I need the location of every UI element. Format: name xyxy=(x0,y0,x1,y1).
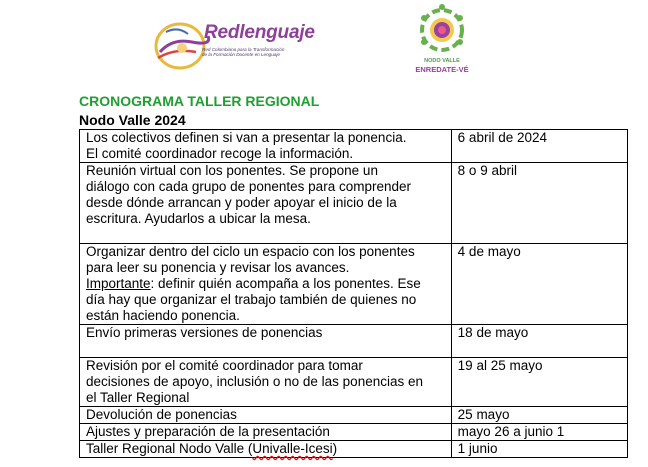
date-cell: 8 o 9 abril xyxy=(451,163,627,244)
nodo-valle-label: NODO VALLE xyxy=(424,58,460,64)
spellcheck-marked-text: Univalle-Icesi xyxy=(252,441,333,456)
important-label: Importante xyxy=(86,276,151,291)
table-row xyxy=(80,441,628,458)
activity-cell: Reunión virtual con los ponentes. Se propone un diálogo con cada grupo de ponentes para comprender desde dónde arrancan y poder apoyar el inicio de la escritura. Ayudarlos a ubicar la mesa. xyxy=(80,163,452,244)
table-row xyxy=(80,325,628,358)
table-row xyxy=(80,130,628,163)
redlenguaje-logo xyxy=(152,18,322,74)
nodo-valle-logo xyxy=(410,0,474,80)
table-row xyxy=(80,407,628,424)
date-cell: 1 junio xyxy=(451,441,627,458)
document-subtitle: Nodo Valle 2024 xyxy=(79,112,186,128)
activity-cell: Devolución de ponencias xyxy=(80,407,452,424)
redlenguaje-swirl-icon xyxy=(152,18,212,74)
activity-cell: Ajustes y preparación de la presentación xyxy=(80,424,452,441)
table-row xyxy=(80,163,628,244)
date-cell: 25 mayo xyxy=(451,407,627,424)
table-row xyxy=(80,358,628,407)
date-cell: 4 de mayo xyxy=(451,244,627,325)
activity-cell: Los colectivos definen si van a presentar la ponencia. El comité coordinador recoge la información. xyxy=(80,130,452,163)
enredate-label: ENREDATE-VÉ xyxy=(415,65,469,74)
activity-cell: Envío primeras versiones de ponencias xyxy=(80,325,452,358)
date-cell: mayo 26 a junio 1 xyxy=(451,424,627,441)
date-cell: 19 al 25 mayo xyxy=(451,358,627,407)
logo-tagline: Red Colombiana para la Transformación de la Formación Docente en Lenguaje xyxy=(202,47,285,58)
date-cell: 6 abril de 2024 xyxy=(451,130,627,163)
schedule-table xyxy=(79,129,628,458)
activity-cell: Organizar dentro del ciclo un espacio con los ponentes para leer su ponencia y revisar los avances. Importante: definir quién acompaña a los ponentes. Ese día hay que organizar el trabajo también de quienes no están haciendo ponencia. xyxy=(80,244,452,325)
nodo-valle-emblem-icon xyxy=(410,0,474,58)
activity-cell: Taller Regional Nodo Valle (Univalle-Icesi) xyxy=(80,441,452,458)
table-row xyxy=(80,244,628,325)
logo-wordmark: Redlenguaje xyxy=(204,22,315,43)
date-cell: 18 de mayo xyxy=(451,325,627,358)
table-row xyxy=(80,424,628,441)
activity-cell: Revisión por el comité coordinador para tomar decisiones de apoyo, inclusión o no de las ponencias en el Taller Regional xyxy=(80,358,452,407)
document-title: CRONOGRAMA TALLER REGIONAL xyxy=(79,93,320,109)
